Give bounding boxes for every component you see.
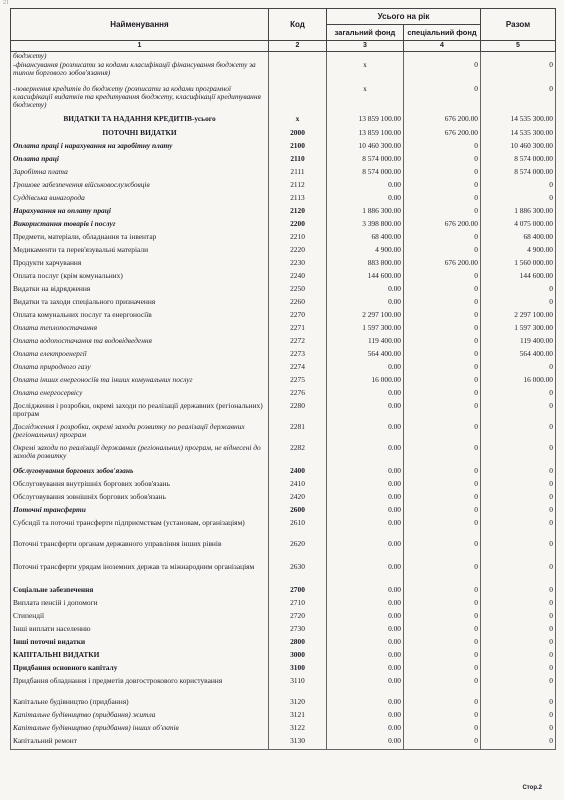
row-general-fund: 119 400.00 bbox=[327, 337, 404, 350]
row-code: 2210 bbox=[269, 233, 327, 246]
row-name: КАПІТАЛЬНІ ВИДАТКИ bbox=[11, 651, 269, 664]
row-general-fund: 0.00 bbox=[327, 389, 404, 402]
table-row bbox=[11, 259, 556, 272]
row-special-fund: 0 bbox=[404, 599, 481, 612]
row-general-fund: 0.00 bbox=[327, 363, 404, 376]
row-special-fund: 0 bbox=[404, 586, 481, 599]
table-row bbox=[11, 402, 556, 423]
row-code: 2111 bbox=[269, 168, 327, 181]
row-name: Капітальне будівництво (придбання) інших об'єктів bbox=[11, 724, 269, 737]
row-total: 1 560 000.00 bbox=[481, 259, 556, 272]
row-total: 1 886 300.00 bbox=[481, 207, 556, 220]
table-row bbox=[11, 337, 556, 350]
row-special-fund: 0 bbox=[404, 194, 481, 207]
row-total: 4 900.00 bbox=[481, 246, 556, 259]
row-code: 2274 bbox=[269, 363, 327, 376]
row-name: Капітальний ремонт bbox=[11, 737, 269, 750]
row-total: 14 535 300.00 bbox=[481, 115, 556, 129]
table-row bbox=[11, 155, 556, 168]
row-name: Виплата пенсій і допомоги bbox=[11, 599, 269, 612]
row-code: 2710 bbox=[269, 599, 327, 612]
row-special-fund: 0 bbox=[404, 155, 481, 168]
row-total: 119 400.00 bbox=[481, 337, 556, 350]
row-code: 2260 bbox=[269, 298, 327, 311]
row-special-fund: 0 bbox=[404, 85, 481, 115]
row-code: 2120 bbox=[269, 207, 327, 220]
row-total: 8 574 000.00 bbox=[481, 155, 556, 168]
row-total: 0 bbox=[481, 389, 556, 402]
row-total: 68 400.00 bbox=[481, 233, 556, 246]
row-general-fund: 1 597 300.00 bbox=[327, 324, 404, 337]
row-general-fund: 0.00 bbox=[327, 612, 404, 625]
row-special-fund: 0 bbox=[404, 272, 481, 285]
row-total: 0 bbox=[481, 540, 556, 563]
row-total: 2 297 100.00 bbox=[481, 311, 556, 324]
row-total: 0 bbox=[481, 402, 556, 423]
row-name: Поточні трансферти органам державного управління інших рівнів bbox=[11, 540, 269, 563]
table-row bbox=[11, 711, 556, 724]
table-row bbox=[11, 115, 556, 129]
row-name: Обслуговування боргових зобов'язань bbox=[11, 467, 269, 480]
row-general-fund: 68 400.00 bbox=[327, 233, 404, 246]
table-row bbox=[11, 599, 556, 612]
table-row bbox=[11, 129, 556, 142]
table-row bbox=[11, 664, 556, 677]
column-number-5: 5 bbox=[481, 41, 556, 52]
row-name: -фінансування (розписати за кодами класифікації фінансування бюджету за типом боргового зобов'язання) bbox=[11, 61, 269, 85]
row-name: Оплата енергосервісу bbox=[11, 389, 269, 402]
row-general-fund: 144 600.00 bbox=[327, 272, 404, 285]
row-general-fund: 0.00 bbox=[327, 402, 404, 423]
row-general-fund: 0.00 bbox=[327, 519, 404, 540]
row-total: 0 bbox=[481, 61, 556, 85]
row-code: 2410 bbox=[269, 480, 327, 493]
row-special-fund: 0 bbox=[404, 519, 481, 540]
row-code: 2000 bbox=[269, 129, 327, 142]
row-code: 2272 bbox=[269, 337, 327, 350]
row-name: Продукти харчування bbox=[11, 259, 269, 272]
row-name: Заробітна плата bbox=[11, 168, 269, 181]
row-code: 2282 bbox=[269, 444, 327, 467]
table-row bbox=[11, 389, 556, 402]
column-header-sum: Разом bbox=[481, 9, 556, 41]
table-row bbox=[11, 563, 556, 586]
row-general-fund: 0.00 bbox=[327, 677, 404, 698]
row-name: Капітальне будівництво (придбання) bbox=[11, 698, 269, 711]
table-row bbox=[11, 586, 556, 599]
table-row bbox=[11, 194, 556, 207]
row-special-fund: 0 bbox=[404, 625, 481, 638]
row-code: 2273 bbox=[269, 350, 327, 363]
row-name: Видатки на відрядження bbox=[11, 285, 269, 298]
row-general-fund: 4 900.00 bbox=[327, 246, 404, 259]
table-row bbox=[11, 540, 556, 563]
column-header-year-total: Усього на рік bbox=[327, 9, 481, 25]
row-name: Предмети, матеріали, обладнання та інвентар bbox=[11, 233, 269, 246]
table-row bbox=[11, 181, 556, 194]
row-special-fund: 0 bbox=[404, 311, 481, 324]
row-name: Дослідження і розробки, окремі заходи розвитку по реалізації державних (регіональних) програм bbox=[11, 423, 269, 444]
row-total bbox=[481, 52, 556, 61]
row-code: 3130 bbox=[269, 737, 327, 750]
row-code bbox=[269, 85, 327, 115]
table-body bbox=[11, 52, 556, 750]
table-row bbox=[11, 493, 556, 506]
row-code: 2281 bbox=[269, 423, 327, 444]
row-special-fund: 0 bbox=[404, 207, 481, 220]
row-general-fund: 0.00 bbox=[327, 698, 404, 711]
row-general-fund: 0.00 bbox=[327, 724, 404, 737]
row-name: Стипендії bbox=[11, 612, 269, 625]
row-general-fund: 0.00 bbox=[327, 298, 404, 311]
row-total: 0 bbox=[481, 563, 556, 586]
row-total: 0 bbox=[481, 519, 556, 540]
row-general-fund: 0.00 bbox=[327, 194, 404, 207]
row-general-fund: 13 859 100.00 bbox=[327, 115, 404, 129]
row-total: 0 bbox=[481, 480, 556, 493]
row-general-fund: 0.00 bbox=[327, 540, 404, 563]
row-code: 2100 bbox=[269, 142, 327, 155]
table-row bbox=[11, 363, 556, 376]
row-general-fund: 8 574 000.00 bbox=[327, 155, 404, 168]
row-code bbox=[269, 61, 327, 85]
row-total: 0 bbox=[481, 724, 556, 737]
row-total: 144 600.00 bbox=[481, 272, 556, 285]
row-general-fund: 0.00 bbox=[327, 638, 404, 651]
row-general-fund: 0.00 bbox=[327, 480, 404, 493]
row-name: Обслуговування зовнішніх боргових зобов'язань bbox=[11, 493, 269, 506]
row-general-fund: 16 000.00 bbox=[327, 376, 404, 389]
table-row bbox=[11, 737, 556, 750]
row-general-fund: 2 297 100.00 bbox=[327, 311, 404, 324]
row-code: 3121 bbox=[269, 711, 327, 724]
row-code: 2610 bbox=[269, 519, 327, 540]
row-special-fund: 0 bbox=[404, 540, 481, 563]
row-total: 0 bbox=[481, 599, 556, 612]
row-total: 0 bbox=[481, 586, 556, 599]
row-special-fund: 0 bbox=[404, 563, 481, 586]
column-header-name: Найменування bbox=[11, 9, 269, 41]
row-general-fund: 0.00 bbox=[327, 285, 404, 298]
row-code: 2275 bbox=[269, 376, 327, 389]
row-special-fund: 0 bbox=[404, 506, 481, 519]
row-total: 4 075 000.00 bbox=[481, 220, 556, 233]
row-code: 2280 bbox=[269, 402, 327, 423]
row-name: Оплата праці і нарахування на заробітну плату bbox=[11, 142, 269, 155]
row-total: 14 535 300.00 bbox=[481, 129, 556, 142]
row-code: 2600 bbox=[269, 506, 327, 519]
row-code: 2110 bbox=[269, 155, 327, 168]
row-name: Інші виплати населенню bbox=[11, 625, 269, 638]
table-row bbox=[11, 168, 556, 181]
table-row bbox=[11, 444, 556, 467]
row-total: 0 bbox=[481, 444, 556, 467]
row-name: ВИДАТКИ ТА НАДАННЯ КРЕДИТІВ-усього bbox=[11, 115, 269, 129]
row-name: Дослідження і розробки, окремі заходи по реалізації державних (регіональних) програм bbox=[11, 402, 269, 423]
table-row bbox=[11, 423, 556, 444]
row-total: 0 bbox=[481, 85, 556, 115]
row-name: Оплата праці bbox=[11, 155, 269, 168]
row-special-fund: 0 bbox=[404, 698, 481, 711]
row-total: 0 bbox=[481, 651, 556, 664]
row-name: Оплата комунальних послуг та енергоносіїв bbox=[11, 311, 269, 324]
table-row bbox=[11, 61, 556, 85]
row-code bbox=[269, 52, 327, 61]
column-header-special-fund: спеціальний фонд bbox=[404, 25, 481, 41]
row-special-fund: 0 bbox=[404, 480, 481, 493]
row-general-fund: 0.00 bbox=[327, 651, 404, 664]
row-special-fund: 0 bbox=[404, 389, 481, 402]
table-row bbox=[11, 506, 556, 519]
row-name: Оплата інших енергоносіїв та інших комунальних послуг bbox=[11, 376, 269, 389]
row-code: 2240 bbox=[269, 272, 327, 285]
row-general-fund: 0.00 bbox=[327, 181, 404, 194]
table-row bbox=[11, 625, 556, 638]
row-name: Оплата теплопостачання bbox=[11, 324, 269, 337]
row-special-fund: 0 bbox=[404, 142, 481, 155]
row-general-fund: 0.00 bbox=[327, 467, 404, 480]
table-row bbox=[11, 324, 556, 337]
row-code: 3110 bbox=[269, 677, 327, 698]
table-row bbox=[11, 311, 556, 324]
row-general-fund: 0.00 bbox=[327, 423, 404, 444]
row-general-fund: 1 886 300.00 bbox=[327, 207, 404, 220]
table-row bbox=[11, 677, 556, 698]
row-name: Оплата послуг (крім комунальних) bbox=[11, 272, 269, 285]
table-row bbox=[11, 724, 556, 737]
row-total: 0 bbox=[481, 298, 556, 311]
row-general-fund: x bbox=[327, 61, 404, 85]
table-row bbox=[11, 298, 556, 311]
row-special-fund: 0 bbox=[404, 168, 481, 181]
row-code: 2420 bbox=[269, 493, 327, 506]
column-number-1: 1 bbox=[11, 41, 269, 52]
row-name: Суддівська винагорода bbox=[11, 194, 269, 207]
row-name: Грошове забезпечення військовослужбовців bbox=[11, 181, 269, 194]
row-special-fund: 0 bbox=[404, 664, 481, 677]
row-special-fund: 0 bbox=[404, 467, 481, 480]
row-code: 2250 bbox=[269, 285, 327, 298]
row-general-fund: x bbox=[327, 85, 404, 115]
row-general-fund: 0.00 bbox=[327, 493, 404, 506]
row-general-fund: 0.00 bbox=[327, 599, 404, 612]
row-name: Нарахування на оплату праці bbox=[11, 207, 269, 220]
table-row bbox=[11, 651, 556, 664]
row-total: 0 bbox=[481, 467, 556, 480]
row-special-fund: 676 200.00 bbox=[404, 259, 481, 272]
row-special-fund: 0 bbox=[404, 61, 481, 85]
row-name: Придбання обладнання і предметів довгострокового користування bbox=[11, 677, 269, 698]
row-general-fund: 3 398 800.00 bbox=[327, 220, 404, 233]
row-special-fund: 0 bbox=[404, 423, 481, 444]
table-row bbox=[11, 272, 556, 285]
row-special-fund: 0 bbox=[404, 233, 481, 246]
row-general-fund: 0.00 bbox=[327, 737, 404, 750]
row-total: 0 bbox=[481, 363, 556, 376]
row-code: 2630 bbox=[269, 563, 327, 586]
table-row bbox=[11, 285, 556, 298]
row-special-fund: 0 bbox=[404, 444, 481, 467]
row-special-fund: 676 200.00 bbox=[404, 129, 481, 142]
row-name: Субсидії та поточні трансферти підприємствам (установам, організаціям) bbox=[11, 519, 269, 540]
row-total: 10 460 300.00 bbox=[481, 142, 556, 155]
row-total: 564 400.00 bbox=[481, 350, 556, 363]
table-row bbox=[11, 246, 556, 259]
page-corner-mark: 21 bbox=[3, 0, 9, 6]
column-number-2: 2 bbox=[269, 41, 327, 52]
row-general-fund: 883 800.00 bbox=[327, 259, 404, 272]
row-general-fund: 10 460 300.00 bbox=[327, 142, 404, 155]
table-row bbox=[11, 142, 556, 155]
row-code: 2620 bbox=[269, 540, 327, 563]
row-name: -повернення кредитів до бюджету (розписати за кодами програмної класифікації видатків та кредитування бюджету, класифікації кредитування бюджету) bbox=[11, 85, 269, 115]
row-name: Оплата електроенергії bbox=[11, 350, 269, 363]
row-name: Оплата водопостачання та водовідведення bbox=[11, 337, 269, 350]
row-name: Поточні трансферти урядам іноземних держав та міжнародним організаціям bbox=[11, 563, 269, 586]
row-total: 0 bbox=[481, 638, 556, 651]
row-special-fund: 0 bbox=[404, 677, 481, 698]
row-general-fund: 8 574 000.00 bbox=[327, 168, 404, 181]
table-row bbox=[11, 519, 556, 540]
row-total: 0 bbox=[481, 737, 556, 750]
row-special-fund: 0 bbox=[404, 638, 481, 651]
row-name: Видатки та заходи спеціального призначення bbox=[11, 298, 269, 311]
row-name: Придбання основного капіталу bbox=[11, 664, 269, 677]
row-code: 3120 bbox=[269, 698, 327, 711]
row-special-fund: 0 bbox=[404, 711, 481, 724]
row-general-fund: 0.00 bbox=[327, 664, 404, 677]
row-general-fund: 564 400.00 bbox=[327, 350, 404, 363]
row-general-fund: 0.00 bbox=[327, 563, 404, 586]
column-number-4: 4 bbox=[404, 41, 481, 52]
row-code: 2730 bbox=[269, 625, 327, 638]
row-name: Оплата природного газу bbox=[11, 363, 269, 376]
row-special-fund: 0 bbox=[404, 181, 481, 194]
row-code: 2276 bbox=[269, 389, 327, 402]
row-general-fund: 0.00 bbox=[327, 586, 404, 599]
table-row bbox=[11, 85, 556, 115]
column-header-code: Код bbox=[269, 9, 327, 41]
row-code: 3100 bbox=[269, 664, 327, 677]
row-total: 1 597 300.00 bbox=[481, 324, 556, 337]
row-total: 8 574 000.00 bbox=[481, 168, 556, 181]
row-name: бюджету) bbox=[11, 52, 269, 61]
row-general-fund: 0.00 bbox=[327, 711, 404, 724]
row-special-fund: 0 bbox=[404, 651, 481, 664]
row-name: Окремі заходи по реалізації державних (регіональних) програм, не віднесені до заходів розвитку bbox=[11, 444, 269, 467]
row-total: 0 bbox=[481, 285, 556, 298]
row-total: 0 bbox=[481, 625, 556, 638]
row-total: 0 bbox=[481, 493, 556, 506]
table-row bbox=[11, 350, 556, 363]
table-row bbox=[11, 467, 556, 480]
row-name: Інші поточні видатки bbox=[11, 638, 269, 651]
column-number-3: 3 bbox=[327, 41, 404, 52]
row-name: ПОТОЧНІ ВИДАТКИ bbox=[11, 129, 269, 142]
row-code: 2400 bbox=[269, 467, 327, 480]
row-total: 0 bbox=[481, 423, 556, 444]
table-header bbox=[11, 9, 556, 52]
row-name: Використання товарів і послуг bbox=[11, 220, 269, 233]
row-code: x bbox=[269, 115, 327, 129]
row-special-fund: 0 bbox=[404, 337, 481, 350]
row-name: Капітальне будівництво (придбання) житла bbox=[11, 711, 269, 724]
table-row bbox=[11, 220, 556, 233]
table-row bbox=[11, 376, 556, 389]
row-special-fund: 0 bbox=[404, 402, 481, 423]
row-total: 0 bbox=[481, 664, 556, 677]
row-code: 2800 bbox=[269, 638, 327, 651]
row-code: 2200 bbox=[269, 220, 327, 233]
row-code: 2230 bbox=[269, 259, 327, 272]
row-special-fund: 0 bbox=[404, 298, 481, 311]
row-total: 0 bbox=[481, 194, 556, 207]
table-row bbox=[11, 207, 556, 220]
row-total: 0 bbox=[481, 506, 556, 519]
page-number: Стор.2 bbox=[522, 785, 542, 791]
row-special-fund: 0 bbox=[404, 724, 481, 737]
row-special-fund: 0 bbox=[404, 324, 481, 337]
row-code: 2112 bbox=[269, 181, 327, 194]
row-name: Медикаменти та перев'язувальні матеріали bbox=[11, 246, 269, 259]
budget-expenditure-table bbox=[10, 8, 556, 750]
column-header-general-fund: загальний фонд bbox=[327, 25, 404, 41]
row-code: 2720 bbox=[269, 612, 327, 625]
row-total: 0 bbox=[481, 181, 556, 194]
row-code: 2113 bbox=[269, 194, 327, 207]
row-special-fund: 0 bbox=[404, 376, 481, 389]
row-special-fund: 0 bbox=[404, 737, 481, 750]
row-special-fund bbox=[404, 52, 481, 61]
row-special-fund: 0 bbox=[404, 350, 481, 363]
row-code: 2220 bbox=[269, 246, 327, 259]
row-total: 16 000.00 bbox=[481, 376, 556, 389]
table-row bbox=[11, 480, 556, 493]
row-general-fund: 0.00 bbox=[327, 625, 404, 638]
row-code: 3122 bbox=[269, 724, 327, 737]
row-special-fund: 0 bbox=[404, 363, 481, 376]
row-special-fund: 676 200.00 bbox=[404, 220, 481, 233]
row-name: Соціальне забезпечення bbox=[11, 586, 269, 599]
row-general-fund: 0.00 bbox=[327, 444, 404, 467]
row-code: 2270 bbox=[269, 311, 327, 324]
row-code: 2700 bbox=[269, 586, 327, 599]
table-row bbox=[11, 612, 556, 625]
row-general-fund: 0.00 bbox=[327, 506, 404, 519]
row-total: 0 bbox=[481, 698, 556, 711]
row-special-fund: 0 bbox=[404, 246, 481, 259]
row-code: 2271 bbox=[269, 324, 327, 337]
row-code: 3000 bbox=[269, 651, 327, 664]
row-special-fund: 676 200.00 bbox=[404, 115, 481, 129]
row-special-fund: 0 bbox=[404, 493, 481, 506]
row-special-fund: 0 bbox=[404, 612, 481, 625]
row-total: 0 bbox=[481, 677, 556, 698]
table-row bbox=[11, 638, 556, 651]
row-general-fund: 13 859 100.00 bbox=[327, 129, 404, 142]
row-name: Обслуговування внутрішніх боргових зобов'язань bbox=[11, 480, 269, 493]
table-row bbox=[11, 698, 556, 711]
row-total: 0 bbox=[481, 612, 556, 625]
table-row bbox=[11, 233, 556, 246]
row-name: Поточні трансферти bbox=[11, 506, 269, 519]
row-total: 0 bbox=[481, 711, 556, 724]
row-special-fund: 0 bbox=[404, 285, 481, 298]
